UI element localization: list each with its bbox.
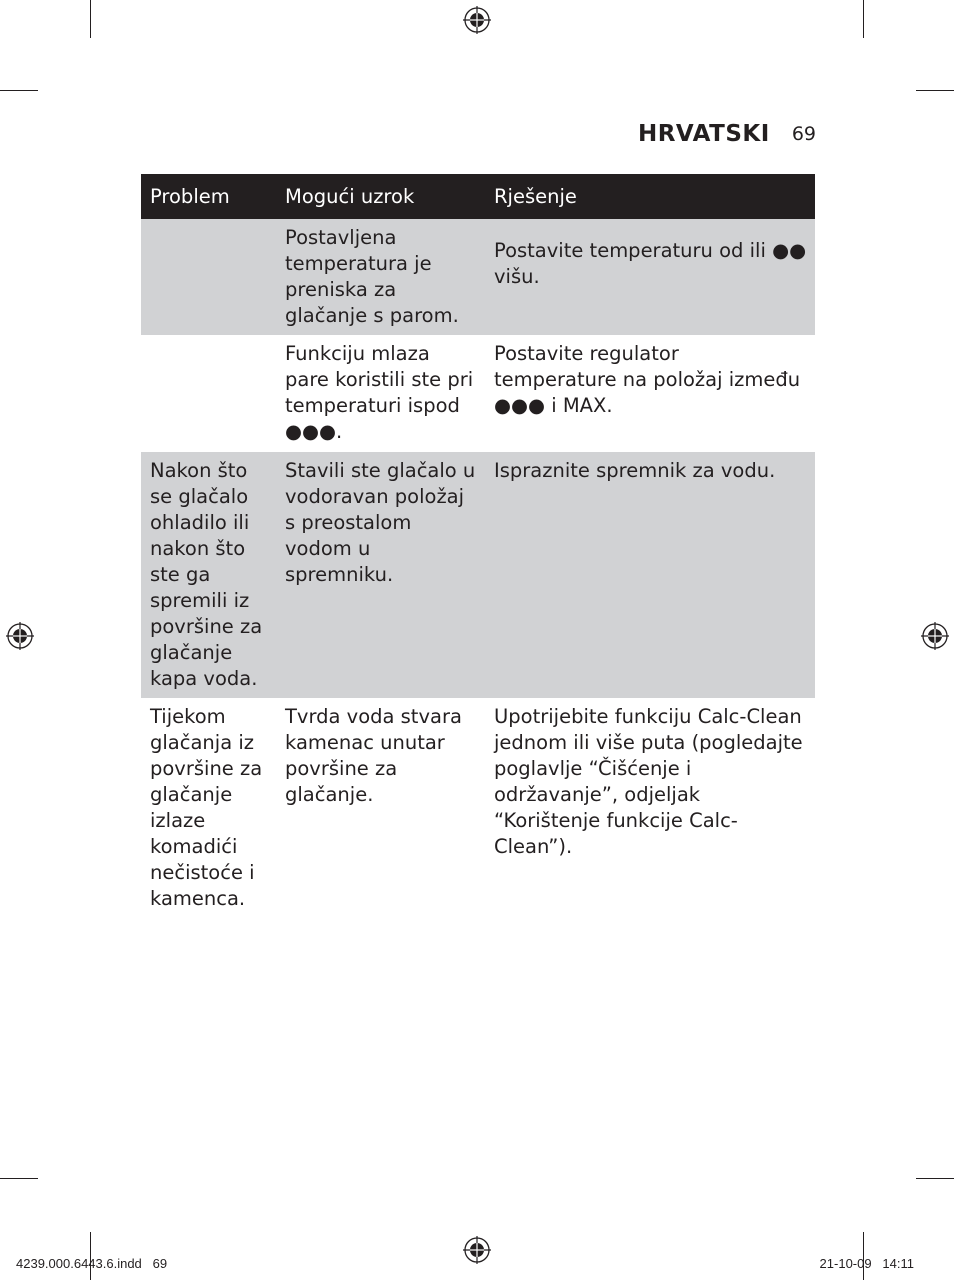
table-row	[141, 452, 815, 698]
registration-mark-icon	[921, 622, 949, 650]
cell-problem	[141, 335, 276, 452]
language-heading: HRVATSKI	[637, 121, 770, 147]
page-number: 69	[791, 123, 816, 145]
cell-cause: Funkciju mlaza pare koristili ste pri temperaturi ispod ●●●.	[285, 342, 474, 443]
cell-cause: Tvrda voda stvara kamenac unutar površine za glačanje.	[285, 705, 462, 806]
cell-problem	[141, 219, 276, 335]
cell-solution: Upotrijebite funkciju Calc-Clean jednom ili više puta (pogledajte poglavlje “Čišćenje i održavanje”, odjeljak “Korištenje funkcije Calc-Clean”).	[494, 705, 803, 858]
table-row	[141, 335, 815, 452]
column-header-cause: Mogući uzrok	[276, 174, 485, 219]
crop-mark	[916, 90, 954, 91]
crop-mark	[863, 0, 864, 38]
cell-cause: Stavili ste glačalo u vodoravan položaj s preostalom vodom u spremniku.	[276, 452, 485, 698]
column-header-solution: Rješenje	[485, 174, 815, 219]
crop-mark	[916, 1178, 954, 1179]
registration-mark-icon	[463, 1236, 491, 1264]
cell-solution: Postavite temperaturu od ili ●● višu.	[485, 219, 815, 335]
cell-solution: Ispraznite spremnik za vodu.	[485, 452, 815, 698]
registration-mark-icon	[6, 622, 34, 650]
table-header-row	[141, 174, 815, 219]
cell-problem: Nakon što se glačalo ohladilo ili nakon što ste ga spremili iz površine za glačanje kapa voda.	[141, 452, 276, 698]
crop-mark	[0, 1178, 38, 1179]
footer-date: 21-10-09 14:11	[819, 1256, 914, 1271]
cell-cause: Postavljena temperatura je preniska za glačanje s parom.	[276, 219, 485, 335]
registration-mark-icon	[463, 6, 491, 34]
table-row	[141, 698, 815, 918]
running-header	[638, 118, 816, 150]
table-row	[141, 219, 815, 335]
column-header-problem: Problem	[141, 174, 276, 219]
crop-mark	[90, 0, 91, 38]
crop-mark	[0, 90, 38, 91]
cell-solution: Postavite regulator temperature na položaj između ●●● i MAX.	[494, 342, 801, 417]
footer-file-name: 4239.000.6443.6.indd 69	[16, 1256, 168, 1271]
troubleshooting-table	[141, 174, 815, 918]
cell-problem: Tijekom glačanja iz površine za glačanje izlaze komadići nečistoće i kamenca.	[150, 705, 263, 910]
